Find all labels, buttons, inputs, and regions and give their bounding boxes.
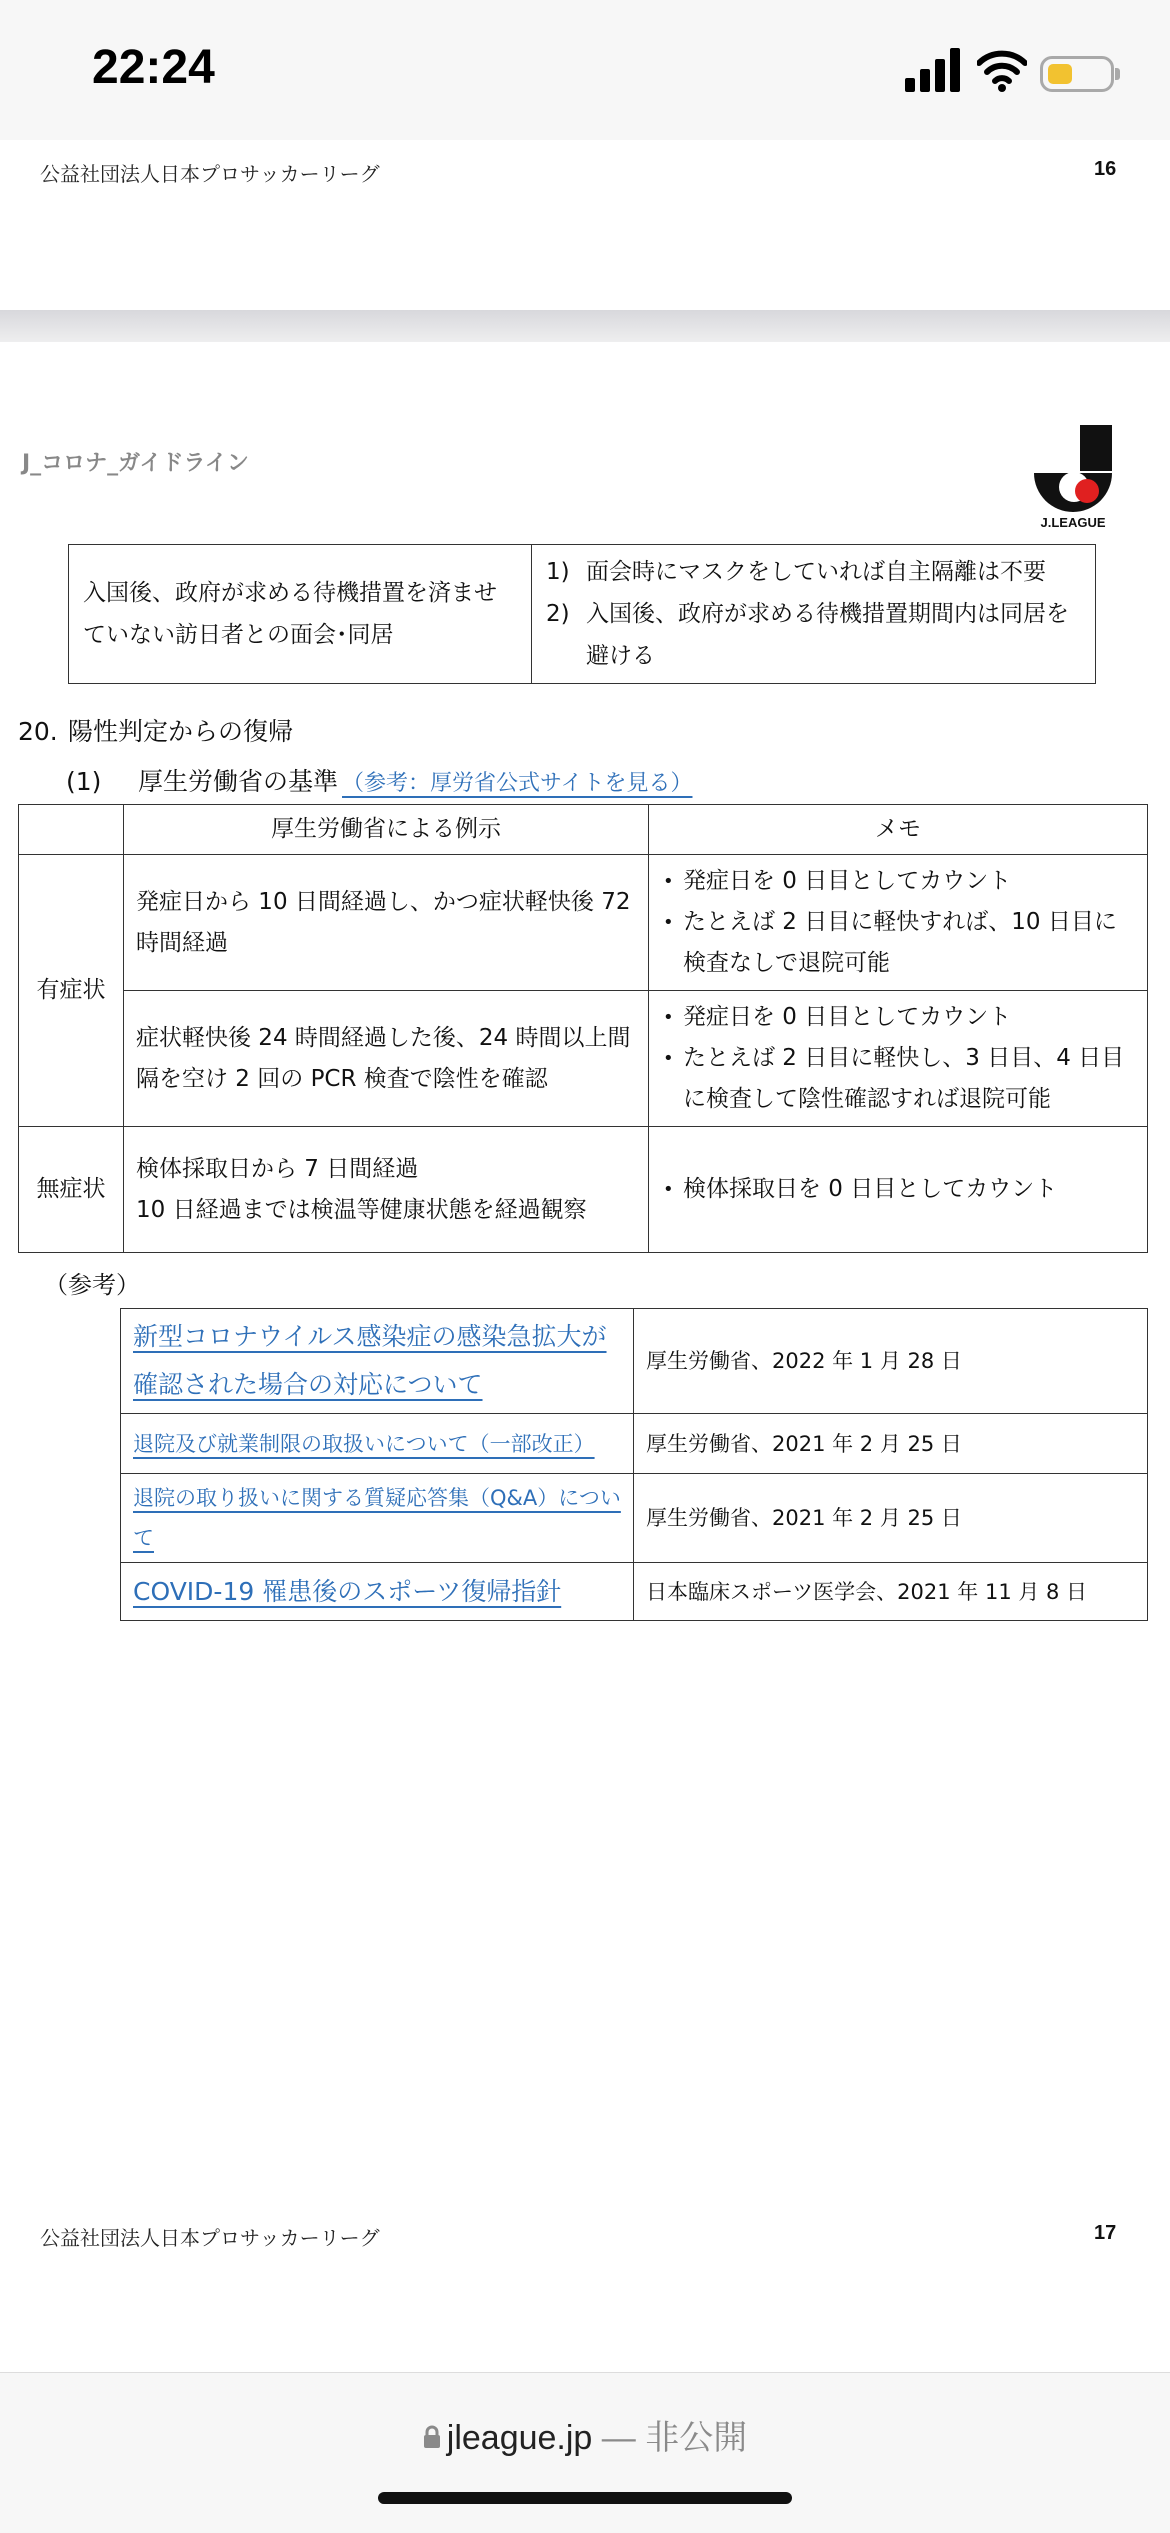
visitor-meeting-rules	[532, 545, 1096, 684]
document-title: J_コロナ_ガイドライン	[22, 451, 249, 476]
reference-title-cell	[121, 1414, 634, 1474]
reference-link[interactable]: 退院及び就業制限の取扱いについて（一部改正）	[133, 1431, 595, 1456]
visitor-meeting-table	[68, 544, 1096, 684]
reference-link[interactable]: COVID-19 罹患後のスポーツ復帰指針	[133, 1576, 562, 1606]
section-20-heading: 20. 陽性判定からの復帰	[18, 717, 294, 746]
memo-item: • 検体採取日を 0 日目としてカウント	[683, 1169, 1135, 1210]
criteria-memo	[649, 991, 1148, 1127]
references-label: （参考）	[44, 1271, 140, 1299]
reference-link[interactable]: 新型コロナウイルス感染症の感染急拡大が確認された場合の対応について	[133, 1322, 607, 1399]
battery-icon	[1040, 56, 1114, 92]
subsection-1-heading: (1) 厚生労働省の基準 （参考：厚労省公式サイトを見る）	[66, 767, 693, 796]
logo-text: J.LEAGUE	[1040, 515, 1106, 530]
symptomatic-label: 有症状	[19, 855, 124, 1127]
page-16-footer-org: 公益社団法人日本プロサッカーリーグ	[40, 164, 380, 186]
rule-item: 1) 面会時にマスクをしていれば自主隔離は不要	[546, 559, 1046, 585]
battery-cap	[1115, 68, 1120, 80]
reference-source: 厚生労働省、2021 年 2 月 25 日	[634, 1474, 1148, 1563]
rule-item: 2) 入国後、政府が求める待機措置期間内は同居を避ける	[546, 601, 1069, 669]
reference-title-cell	[121, 1474, 634, 1563]
status-time: 22:24	[92, 41, 215, 94]
reference-source: 厚生労働省、2022 年 1 月 28 日	[634, 1309, 1148, 1414]
recovery-criteria-table	[18, 804, 1148, 1253]
reference-source: 厚生労働省、2021 年 2 月 25 日	[634, 1414, 1148, 1474]
url-separator: —	[592, 2419, 646, 2457]
memo-item: • 発症日を 0 日目としてカウント	[683, 861, 1135, 902]
lock-icon	[423, 2419, 441, 2441]
page-17-footer-org: 公益社団法人日本プロサッカーリーグ	[40, 2228, 380, 2250]
cellular-signal-icon	[905, 48, 961, 92]
memo-item: • たとえば 2 日目に軽快し、3 日目、4 日目に検査して陰性確認すれば退院可能	[683, 1038, 1135, 1120]
page-16-number: 16	[1094, 158, 1117, 180]
header-memo: メモ	[649, 805, 1148, 855]
asymptomatic-label: 無症状	[19, 1127, 124, 1253]
memo-item: • 発症日を 0 日目としてカウント	[683, 997, 1135, 1038]
criteria-example: 検体採取日から 7 日間経過 10 日経過までは検温等健康状態を経過観察	[124, 1127, 649, 1253]
reference-source: 日本臨床スポーツ医学会、2021 年 11 月 8 日	[634, 1563, 1148, 1621]
header-example: 厚生労働省による例示	[124, 805, 649, 855]
url-status: 非公開	[645, 2419, 748, 2457]
reference-link[interactable]: 退院の取り扱いに関する質疑応答集（Q&A）について	[133, 1486, 621, 1550]
criteria-example: 発症日から 10 日間経過し、かつ症状軽快後 72 時間経過	[124, 855, 649, 991]
page-17-number: 17	[1094, 2222, 1117, 2244]
url-domain: jleague.jp	[446, 2419, 593, 2457]
memo-item: • たとえば 2 日目に軽快すれば、10 日目に検査なしで退院可能	[683, 902, 1135, 984]
visitor-meeting-case: 入国後、政府が求める待機措置を済ませていない訪日者との面会･同居	[69, 545, 532, 684]
references-table	[120, 1308, 1148, 1621]
criteria-memo	[649, 855, 1148, 991]
reference-title-cell	[121, 1563, 634, 1621]
criteria-example: 症状軽快後 24 時間経過した後、24 時間以上間隔を空け 2 回の PCR 検査で陰性を確認	[124, 991, 649, 1127]
wifi-icon	[977, 48, 1027, 92]
jleague-logo-icon	[1030, 425, 1116, 513]
empty-header-cell	[19, 805, 124, 855]
page-separator	[0, 310, 1170, 342]
address-bar-url[interactable]	[0, 2410, 1170, 2459]
reference-title-cell	[121, 1309, 634, 1414]
jleague-logo	[1030, 425, 1116, 531]
home-indicator[interactable]	[378, 2492, 792, 2504]
criteria-memo	[649, 1127, 1148, 1253]
mhlw-site-link[interactable]: （参考：厚労省公式サイトを見る）	[342, 771, 693, 796]
